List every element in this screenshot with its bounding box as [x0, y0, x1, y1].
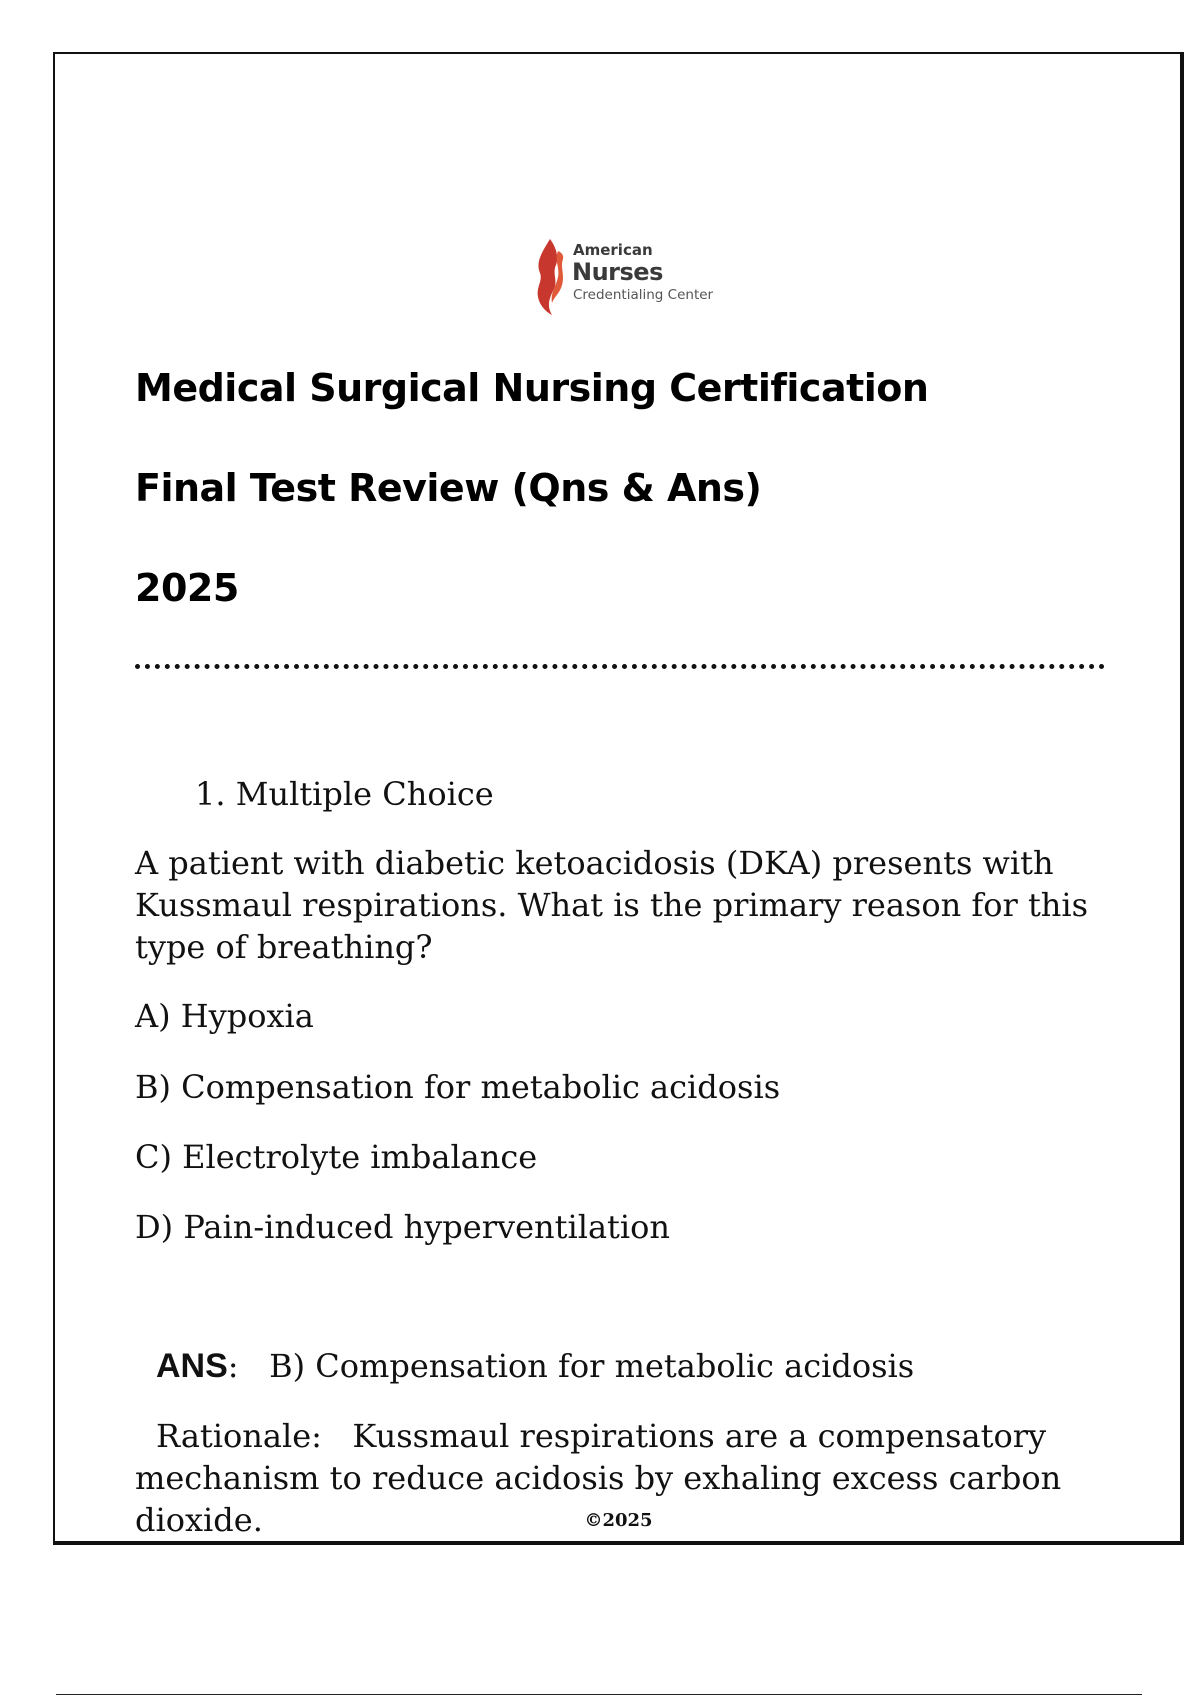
option-c: C) Electrolyte imbalance: [135, 1138, 538, 1176]
option-b: B) Compensation for metabolic acidosis: [135, 1068, 781, 1106]
ancc-logo: [530, 237, 730, 317]
answer-separator: :: [227, 1347, 239, 1385]
bottom-rule: [56, 1694, 1142, 1695]
rationale-text: Kussmaul respirations are a compensatory mechanism to reduce acidosis by exhaling excess carbon dioxide.: [135, 1417, 1062, 1539]
dotted-divider: [135, 664, 1105, 669]
answer-line: [156, 1345, 914, 1387]
option-a: A) Hypoxia: [135, 997, 314, 1035]
title-line-2: Final Test Review (Qns & Ans): [135, 466, 762, 510]
title-line-1: Medical Surgical Nursing Certification: [135, 366, 929, 410]
flame-icon: [530, 237, 570, 317]
option-d: D) Pain-induced hyperventilation: [135, 1208, 670, 1246]
logo-line-nurses: Nurses: [572, 258, 663, 286]
question-text: A patient with diabetic ketoacidosis (DKA) presents with Kussmaul respirations. What is the primary reason for this type of breathing?: [135, 844, 1089, 966]
answer-value: B) Compensation for metabolic acidosis: [269, 1347, 915, 1385]
question-number: 1. Multiple Choice: [195, 775, 494, 813]
rationale-label: Rationale:: [156, 1417, 322, 1455]
logo-line-credentialing: Credentialing Center: [573, 287, 714, 303]
answer-label: ANS: [156, 1347, 228, 1385]
copyright: ©2025: [584, 1510, 653, 1531]
logo-line-american: American: [573, 241, 653, 259]
title-year: 2025: [135, 566, 239, 610]
